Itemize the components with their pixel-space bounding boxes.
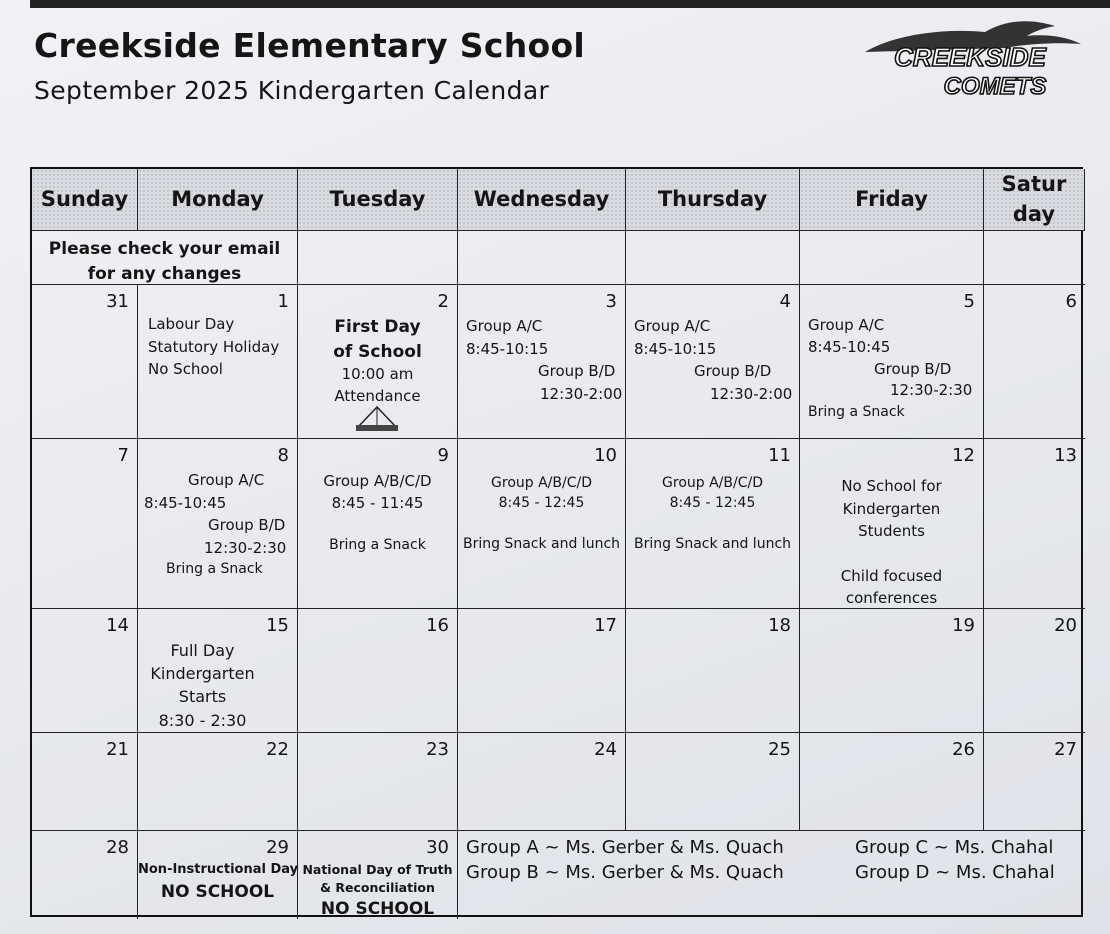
day-cell-16 [298,609,458,733]
note-line: Bring Snack and lunch [462,535,621,552]
day-9-notes [298,471,457,555]
day-3-notes [466,315,622,405]
day-cell-1 [138,285,298,439]
day-cell-17 [458,609,626,733]
day-cell-5 [800,285,984,439]
legend-group-b: Group B ~ Ms. Gerber & Ms. Quach [466,862,784,884]
school-building-icon [354,405,400,433]
day-number: 8 [277,445,289,466]
day-header-saturday [984,169,1085,231]
day-number: 30 [426,837,449,858]
day-cell-10 [458,439,626,609]
day-number: 4 [779,291,791,312]
day-1-notes [148,313,279,381]
note-line: 8:45-10:45 [808,337,891,356]
day-cell-31 [32,285,138,439]
legend-group-c: Group C ~ Ms. Chahal [855,837,1054,858]
day-number: 19 [952,615,975,636]
day-number: 12 [952,445,975,466]
day-15-notes [138,639,267,732]
comets-logo [855,14,1085,104]
day-cell-3 [458,285,626,439]
note-line: 12:30-2:00 [710,384,793,403]
note-line: Statutory Holiday [148,337,280,356]
day-cell-8 [138,439,298,609]
day-number: 22 [266,739,289,760]
day-number: 10 [594,445,617,466]
day-number: 26 [952,739,975,760]
note-line: No School for [841,477,942,495]
note-line: National Day of Truth [302,862,453,877]
day-cell-15 [138,609,298,733]
day-header-friday: Friday [800,169,984,231]
day-number: 14 [106,615,129,636]
note-line: 12:30-2:30 [204,538,287,557]
note-line: Kindergarten [842,499,941,518]
day-number: 31 [106,291,129,312]
day-12-notes [800,475,983,610]
note-line: 12:30-2:30 [890,381,973,400]
day-cell-11 [626,439,800,609]
legend-left [466,835,784,885]
day-header-sunday: Sunday [32,169,138,231]
day-header-wednesday: Wednesday [458,169,626,231]
saturday-label: Satur day [1001,172,1067,226]
day-cell-30 [298,831,458,919]
day-header-monday: Monday [138,169,298,231]
day-header-tuesday: Tuesday [298,169,458,231]
note-line: 8:45 - 11:45 [331,493,424,512]
day-cell-27 [984,733,1085,831]
day-cell-25 [626,733,800,831]
note-line: 8:45 - 12:45 [498,495,585,512]
note-line: No School [148,360,223,378]
note-line: Non-Instructional Day [138,862,299,877]
empty-cell [626,231,800,285]
note-line: 8:30 - 2:30 [158,710,247,730]
empty-cell [458,231,626,285]
empty-cell [298,231,458,285]
logo-line-1: CREEKSIDE [894,42,1046,72]
note-line: & Reconciliation [320,880,435,896]
note-line: Full Day [170,641,235,660]
note-line: of School [333,341,422,362]
day-5-notes [808,315,972,422]
note-line: NO SCHOOL [320,899,435,920]
note-line: Bring a Snack [166,561,263,577]
day-cell-21 [32,733,138,831]
day-11-notes [626,473,799,554]
note-line: conferences [845,589,938,607]
note-line: Starts [178,687,227,707]
note-line: Attendance [334,387,421,406]
day-header-thursday: Thursday [626,169,800,231]
day-number: 28 [106,837,129,858]
day-cell-19 [800,609,984,733]
day-number: 15 [266,615,289,636]
note-line: Group A/C [808,316,885,334]
note-line: 12:30-2:00 [540,384,623,403]
note-line: Kindergarten [150,664,255,684]
day-cell-2 [298,285,458,439]
note-line: Group B/D [208,516,286,534]
empty-cell [800,231,984,285]
calendar-subtitle: September 2025 Kindergarten Calendar [34,76,550,105]
day-number: 11 [768,445,791,466]
note-line: Group A/B/C/D [491,475,592,491]
day-cell-6 [984,285,1085,439]
note-line: 8:45-10:15 [466,339,549,358]
day-number: 25 [768,739,791,760]
day-number: 23 [426,739,449,760]
day-number: 3 [605,291,617,312]
note-line: Students [858,522,925,540]
note-line: Group A/C [188,471,265,489]
note-line: Group B/D [874,359,952,378]
empty-cell [984,231,1085,285]
note-line: Bring a Snack [808,404,905,420]
day-number: 13 [1054,445,1077,466]
day-number: 5 [963,291,975,312]
day-10-notes [458,473,625,554]
note-line: Labour Day [148,315,235,333]
day-cell-24 [458,733,626,831]
note-line: Group A/B/C/D [323,472,432,490]
day-cell-23 [298,733,458,831]
day-cell-13 [984,439,1085,609]
day-number: 21 [106,739,129,760]
note-line: 8:45-10:45 [144,493,227,512]
note-line: Bring a Snack [329,536,426,553]
day-number: 29 [266,837,289,858]
day-cell-14 [32,609,138,733]
note-line: Bring Snack and lunch [633,535,792,552]
day-cell-20 [984,609,1085,733]
day-number: 16 [426,615,449,636]
day-number: 27 [1054,739,1077,760]
note-line: 10:00 am [341,365,414,384]
day-cell-29 [138,831,298,919]
logo-line-2: COMETS [943,73,1047,100]
note-line: Group A/B/C/D [662,475,763,491]
note-line: Child focused [840,566,943,585]
note-line: 8:45 - 12:45 [669,495,756,512]
day-cell-26 [800,733,984,831]
day-cell-28 [32,831,138,919]
day-cell-12 [800,439,984,609]
email-notice-line-2: for any changes [87,263,242,284]
day-8-notes [144,469,286,580]
day-4-notes [634,315,792,405]
day-number: 17 [594,615,617,636]
school-title: Creekside Elementary School [34,26,586,65]
legend-group-d: Group D ~ Ms. Chahal [855,862,1055,884]
day-cell-9 [298,439,458,609]
calendar-grid [30,167,1083,920]
day-number: 7 [117,445,129,466]
day-cell-22 [138,733,298,831]
day-2-notes [298,315,457,408]
note-line: 8:45-10:15 [634,339,717,358]
day-number: 1 [277,291,289,312]
day-number: 18 [768,615,791,636]
day-number: 20 [1054,615,1077,636]
legend-group-a: Group A ~ Ms. Gerber & Ms. Quach [466,837,784,858]
note-line: Group B/D [538,362,616,380]
top-border-bar [30,0,1110,8]
note-line: Group A/C [634,317,711,335]
note-line: Group A/C [466,317,543,335]
legend-right [855,835,1055,885]
day-number: 6 [1065,291,1077,312]
group-legend [458,831,1085,919]
day-number: 24 [594,739,617,760]
day-number: 9 [437,445,449,466]
day-30-notes [298,861,457,922]
email-notice-line-1: Please check your email [48,239,281,259]
day-cell-4 [626,285,800,439]
day-number: 2 [437,291,449,312]
note-line: First Day [334,317,421,337]
day-cell-7 [32,439,138,609]
email-notice [32,231,298,285]
note-line: NO SCHOOL [160,881,275,902]
note-line: Group B/D [694,362,772,380]
day-29-notes [138,861,297,904]
day-cell-18 [626,609,800,733]
